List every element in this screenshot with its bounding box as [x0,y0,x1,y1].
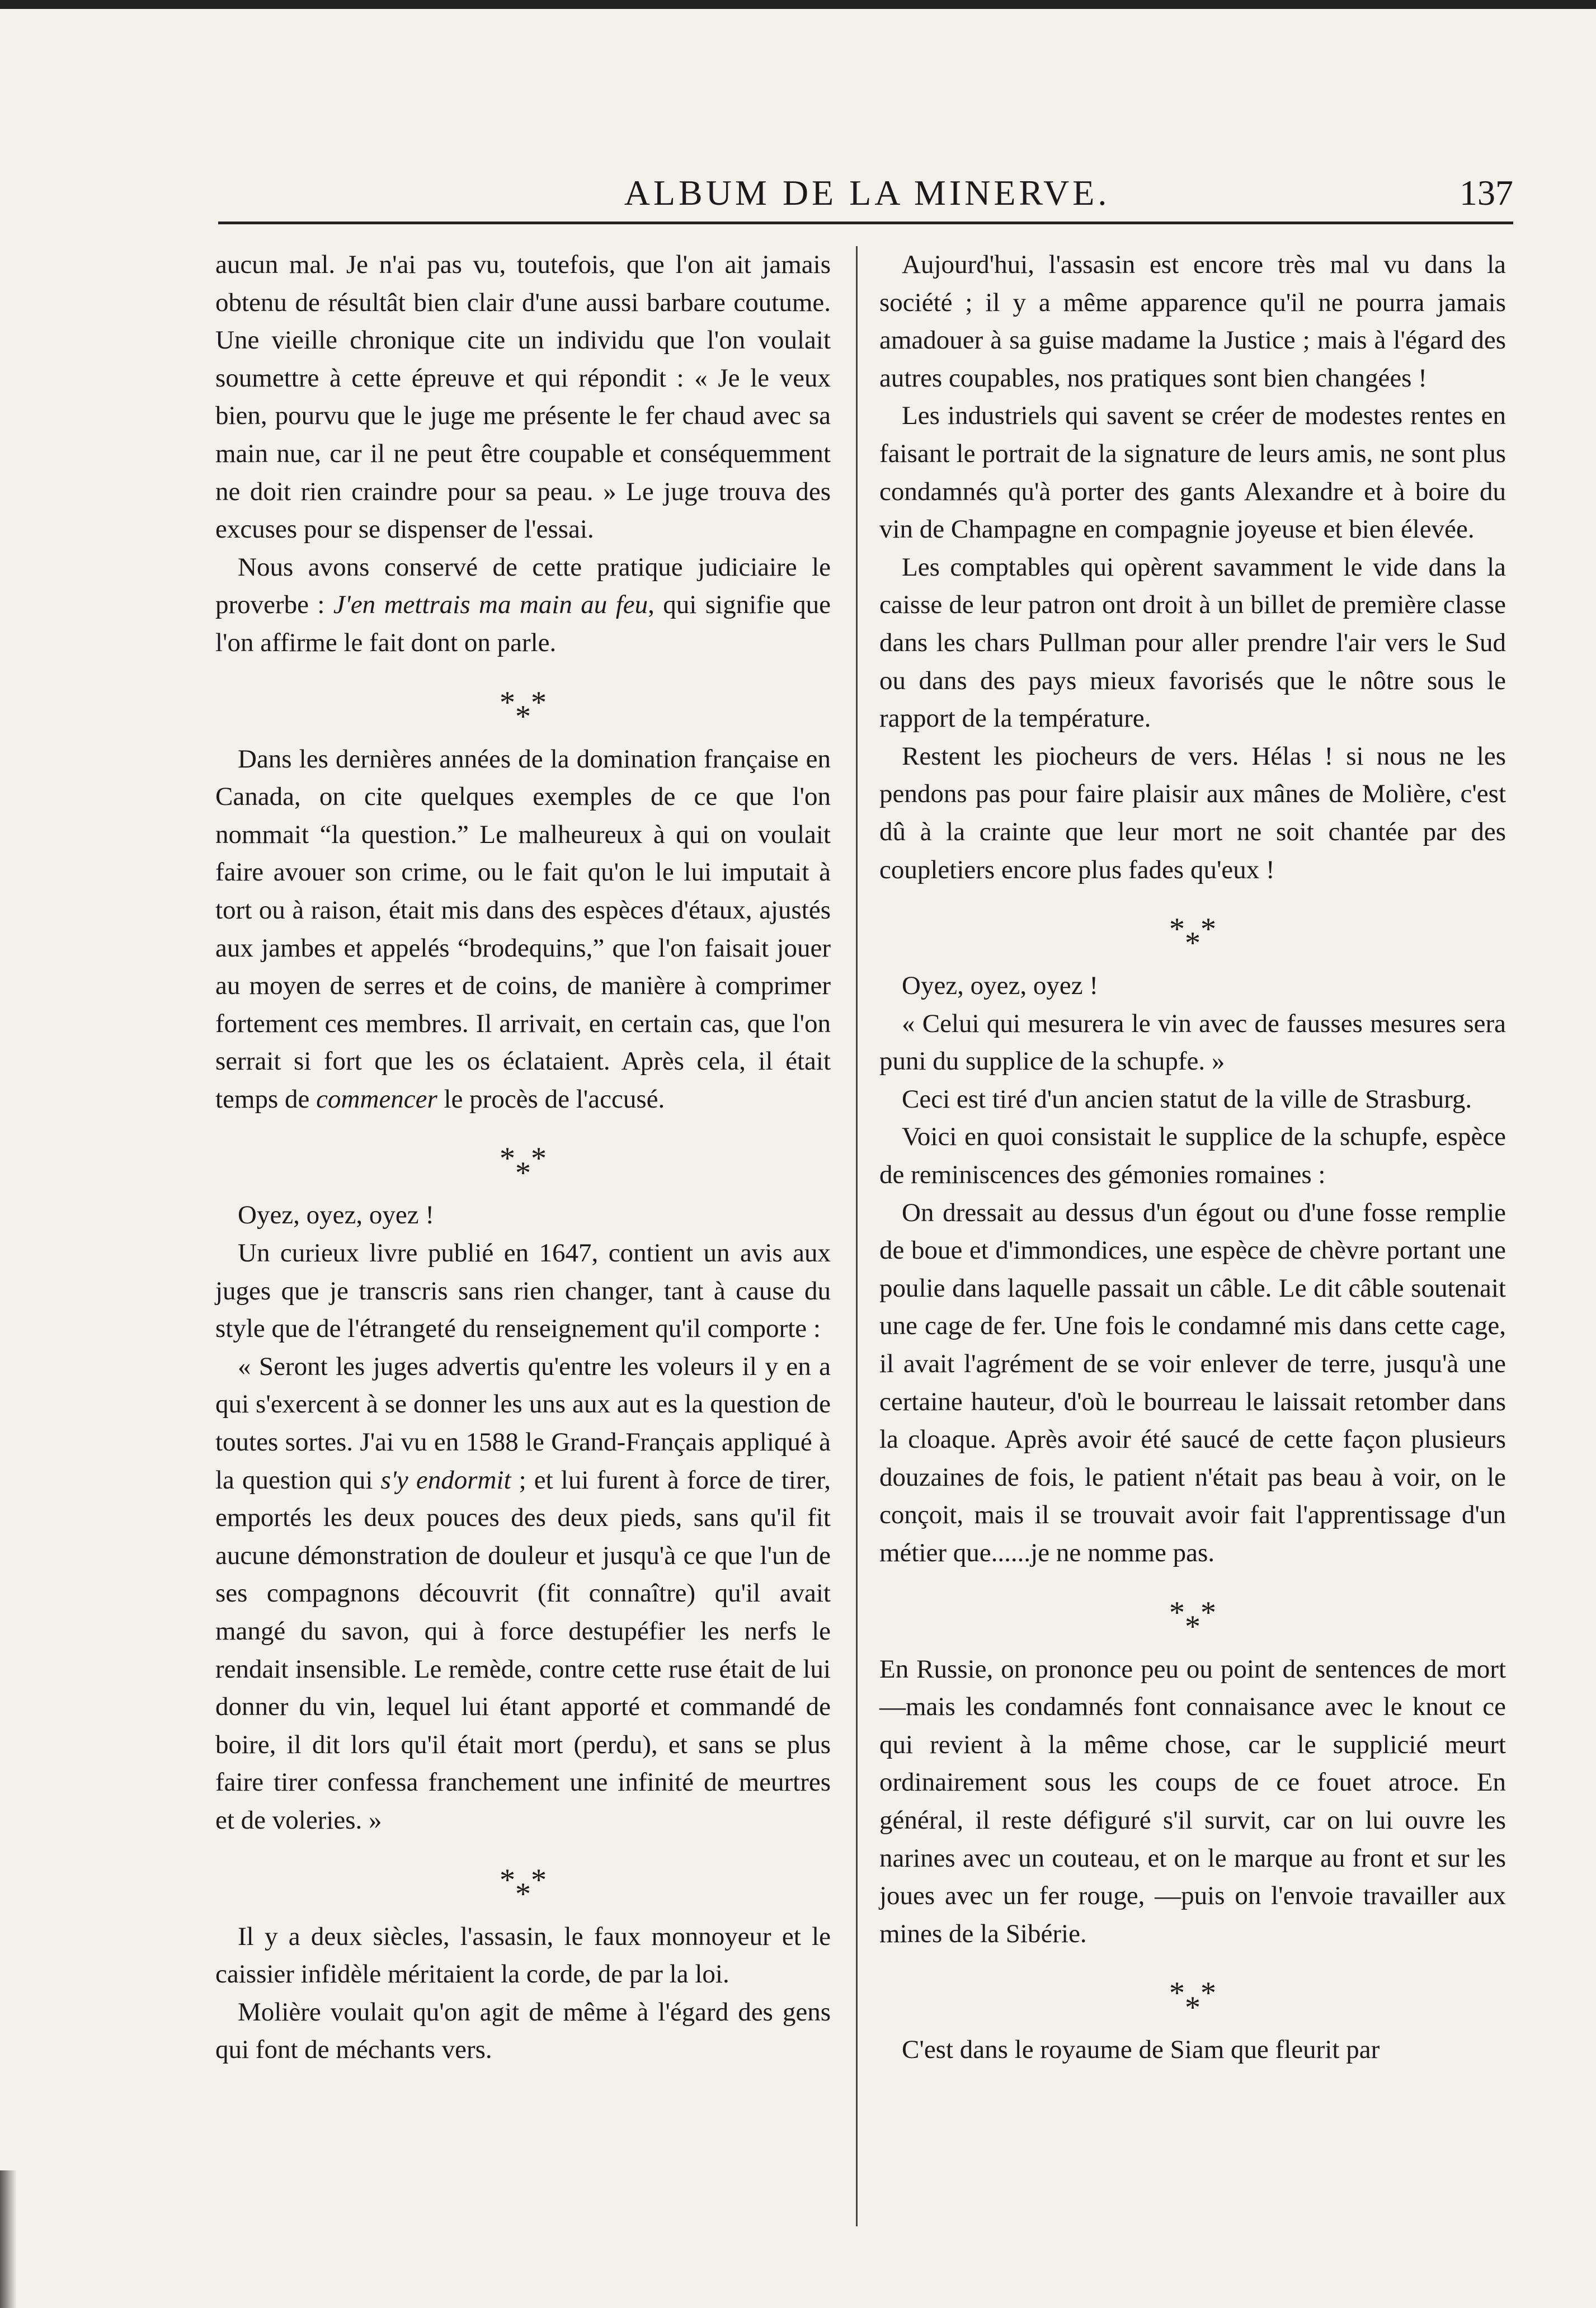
header-rule [218,222,1513,224]
page-number: 137 [1460,173,1513,213]
scan-edge-shadow [0,2170,17,2308]
quotation: « Celui qui mesurera le vin avec de fausses mesures sera puni du supplice de la schupfe. » [879,1009,1506,1076]
paragraph: Les industriels qui savent se créer de modestes rentes en faisant le portrait de la signature de leurs amis, ne sont plus condamnés qu'à porter des gants Alexandre et à boire du vin de Champagne en compagnie joyeuse et bien élevée. [879,401,1506,544]
paragraph: C'est dans le royaume de Siam que fleurit par [902,2035,1380,2065]
asterism: *** [500,1862,547,1911]
paragraph: Oyez, oyez, oyez ! [238,1200,435,1230]
paragraph: Ceci est tiré d'un ancien statut de la ville de Strasburg. [902,1084,1472,1114]
asterism: *** [1169,1976,1216,2025]
paragraph: Un curieux livre publié en 1647, contient un avis aux juges que je transcris sans rien changer, tant à cause du style que de l'étrangeté du renseignement qu'il comporte : [215,1238,831,1344]
paragraph: Voici en quoi consistait le supplice de la schupfe, espèce de reminiscences des gémonies romaines : [879,1122,1506,1190]
paragraph: Aujourd'hui, l'assasin est encore très mal vu dans la société ; il y a même apparence qu'il ne pourra jamais amadouer à sa guise madame la Justice ; mais à l'égard des autres coupables, nos pratiques sont bien changées ! [879,250,1506,393]
page-top-border [0,0,1596,9]
asterism: *** [500,685,547,734]
right-column [879,246,1506,2069]
paragraph: Les comptables qui opèrent savamment le vide dans la caisse de leur patron ont droit à un billet de première classe dans les chars Pullman pour aller prendre l'air vers le Sud ou dans des pays mieux favorisés que le nôtre sous le rapport de la température. [879,552,1506,733]
asterism: *** [1169,912,1216,961]
paragraph: Oyez, oyez, oyez ! [902,971,1099,1001]
asterism: *** [500,1141,547,1190]
left-column [215,246,831,2069]
page-header [221,168,1513,229]
paragraph: On dressait au dessus d'un égout ou d'une fosse remplie de boue et d'immondices, une espèce de chèvre portant une poulie dans laquelle passait un câble. Le dit câble soutenait une cage de fer. Une fois le condamné mis dans cette cage, il avait l'agrément de se voir enlever de terre, jusqu'à une certaine hauteur, d'où le bourreau le laissait retomber dans la cloaque. Après avoir été saucé de cette façon plusieurs douzaines de fois, le patient n'était pas beau à voir, on le conçoit, mais il se trouvait avoir fait l'apprentissage d'un métier que......je ne nomme pas. [879,1198,1506,1567]
paragraph: Dans les dernières années de la domination française en Canada, on cite quelques exemples de ce que l'on nommait “la question.” Le malheureux à qui on voulait faire avouer son crime, ou le fait qu'on le lui imputait à tort ou à raison, était mis dans des espèces d'étaux, ajustés aux jambes et appelés “brodequins,” que l'on faisait jouer au moyen de serres et de coins, de manière à comprimer fortement ces membres. Il arrivait, en certain cas, que l'on serrait si fort que les os éclataient. Après cela, il était temps de commencer le procès de l'accusé. [215,744,831,1114]
paragraph: Molière voulait qu'on agit de même à l'égard des gens qui font de méchants vers. [215,1997,831,2065]
paragraph: Il y a deux siècles, l'assasin, le faux monnoyeur et le caissier infidèle méritaient la corde, de par la loi. [215,1921,831,1989]
paragraph: En Russie, on prononce peu ou point de sentences de mort—mais les condamnés font connaisance avec le knout ce qui revient à la même chose, car le supplicié meurt ordinairement sous les coups de ce fouet atroce. En général, il reste défiguré s'il survit, car on lui ouvre les narines avec un couteau, et on le marque au front et sur les joues avec un fer rouge, —puis on l'envoie travailler aux mines de la Sibérie. [879,1654,1506,1948]
paragraph: Restent les piocheurs de vers. Hélas ! si nous ne les pendons pas pour faire plaisir aux mânes de Molière, c'est dû à la crainte que leur mort ne soit chantée par des coupletiers encore plus fades qu'eux ! [879,741,1506,884]
quotation: « Seront les juges advertis qu'entre les voleurs il y en a qui s'exercent à se donner les uns aux aut es la question de toutes sortes. J'ai vu en 1588 le Grand-Français appliqué à la question qui s'y endormit ; et lui furent à force de tirer, emportés les deux pouces des deux pieds, sans qu'il fit aucune démonstration de douleur et jusqu'à ce que l'un de ses compagnons découvrit (fit connaître) qu'il avait mangé du savon, qui à force destupéfier les nerfs le rendait insensible. Le remède, contre cette ruse était de lui donner du vin, lequel lui étant apporté et commandé de boire, il dit lors qu'il était mort (perdu), et sans se plus faire tirer confessa franchement une infinité de meurtres et de voleries. » [215,1351,831,1835]
paragraph: aucun mal. Je n'ai pas vu, toutefois, que l'on ait jamais obtenu de résultât bien clair d'une aussi barbare coutume. Une vieille chronique cite un individu que l'on voulait soumettre à cette épreuve et qui répondit : « Je le veux bien, pourvu que le juge me présente le fer chaud avec sa main nue, car il ne peut être coupable et conséquemment ne doit rien craindre pour sa peau. » Le juge trouva des excuses pour se dispenser de l'essai. [215,250,831,544]
asterism: *** [1169,1595,1216,1644]
paragraph: Nous avons conservé de cette pratique judiciaire le proverbe : J'en mettrais ma main au feu, qui signifie que l'on affirme le fait dont on parle. [215,552,831,657]
running-title: ALBUM DE LA MINERVE. [624,173,1110,213]
column-divider [856,246,858,2226]
